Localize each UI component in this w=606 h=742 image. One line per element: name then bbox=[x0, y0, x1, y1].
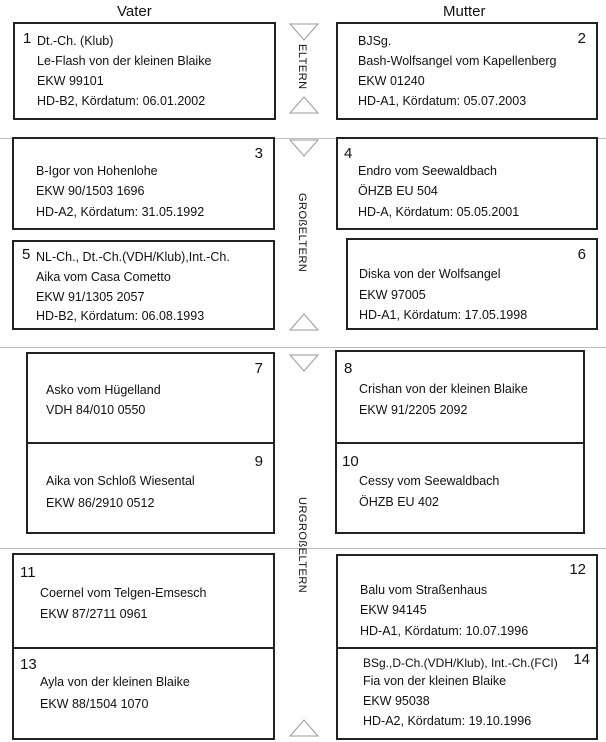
triangle-up-icon bbox=[289, 96, 319, 114]
card-number: 4 bbox=[344, 145, 353, 162]
triangle-up-icon bbox=[289, 313, 319, 331]
card-number: 1 bbox=[23, 30, 32, 47]
pedigree-card-3 bbox=[12, 137, 275, 230]
card-line: EKW 95038 bbox=[363, 694, 430, 708]
card-line: EKW 94145 bbox=[360, 603, 427, 617]
pedigree-card-1 bbox=[13, 22, 276, 120]
father-column-header: Vater bbox=[117, 3, 152, 20]
pedigree-card-6 bbox=[346, 238, 598, 330]
card-line: ÖHZB EU 402 bbox=[359, 495, 439, 509]
card-line: BSg.,D-Ch.(VDH/Klub), Int.-Ch.(FCI) bbox=[363, 656, 558, 670]
pedigree-card-10 bbox=[335, 442, 585, 534]
pedigree-card-8 bbox=[335, 350, 585, 444]
card-line: Endro vom Seewaldbach bbox=[358, 164, 497, 178]
card-line: EKW 91/2205 2092 bbox=[359, 403, 468, 417]
pedigree-card-7 bbox=[26, 352, 275, 444]
card-line: HD-B2, Kördatum: 06.01.2002 bbox=[37, 94, 206, 108]
triangle-up-icon bbox=[289, 719, 319, 737]
pedigree-card-9 bbox=[26, 442, 275, 534]
card-number: 10 bbox=[342, 453, 359, 470]
grandparents-label: GROßELTERN bbox=[296, 193, 308, 273]
card-line: Balu vom Straßenhaus bbox=[360, 583, 488, 597]
card-number: 2 bbox=[577, 30, 586, 47]
card-line: B-Igor von Hohenlohe bbox=[36, 164, 158, 178]
card-number: 9 bbox=[254, 453, 263, 470]
card-line: Bash-Wolfsangel vom Kapellenberg bbox=[358, 54, 557, 68]
card-line: EKW 88/1504 1070 bbox=[40, 697, 149, 711]
card-line: Crishan von der kleinen Blaike bbox=[359, 382, 528, 396]
card-number: 12 bbox=[569, 561, 586, 578]
card-line: NL-Ch., Dt.-Ch.(VDH/Klub),Int.-Ch. bbox=[36, 250, 230, 264]
card-line: Dt.-Ch. (Klub) bbox=[37, 34, 114, 48]
triangle-down-icon bbox=[289, 139, 319, 157]
pedigree-card-12 bbox=[336, 554, 598, 649]
card-line: ÖHZB EU 504 bbox=[358, 184, 438, 198]
card-line: Cessy vom Seewaldbach bbox=[359, 474, 500, 488]
card-line: HD-A2, Kördatum: 19.10.1996 bbox=[363, 714, 532, 728]
pedigree-card-4 bbox=[336, 137, 598, 230]
parents-label: ELTERN bbox=[296, 44, 308, 90]
card-number: 6 bbox=[577, 246, 586, 263]
card-line: EKW 91/1305 2057 bbox=[36, 290, 145, 304]
card-line: Aika von Schloß Wiesental bbox=[46, 474, 195, 488]
pedigree-card-2 bbox=[336, 22, 598, 120]
card-line: Ayla von der kleinen Blaike bbox=[40, 675, 190, 689]
pedigree-card-11 bbox=[12, 553, 275, 649]
card-line: HD-B2, Kördatum: 06.08.1993 bbox=[36, 309, 205, 323]
card-line: Fia von der kleinen Blaike bbox=[363, 674, 507, 688]
card-line: HD-A, Kördatum: 05.05.2001 bbox=[358, 205, 520, 219]
card-line: BJSg. bbox=[358, 34, 392, 48]
card-line: EKW 86/2910 0512 bbox=[46, 496, 155, 510]
card-number: 14 bbox=[573, 651, 590, 668]
section-divider bbox=[0, 347, 606, 348]
pedigree-card-13 bbox=[12, 647, 275, 740]
triangle-down-icon bbox=[289, 23, 319, 41]
pedigree-card-14 bbox=[336, 647, 598, 740]
card-line: VDH 84/010 0550 bbox=[46, 403, 146, 417]
greatgrandparents-label: URGROßELTERN bbox=[296, 497, 308, 594]
card-line: EKW 97005 bbox=[359, 288, 426, 302]
card-line: HD-A1, Kördatum: 05.07.2003 bbox=[358, 94, 527, 108]
card-line: Le-Flash von der kleinen Blaike bbox=[37, 54, 212, 68]
card-line: HD-A1, Kördatum: 10.07.1996 bbox=[360, 624, 529, 638]
triangle-down-icon bbox=[289, 354, 319, 372]
card-line: EKW 90/1503 1696 bbox=[36, 184, 145, 198]
card-number: 11 bbox=[20, 564, 36, 581]
card-line: EKW 99101 bbox=[37, 74, 104, 88]
mother-column-header: Mutter bbox=[443, 3, 486, 20]
card-line: Asko vom Hügelland bbox=[46, 383, 161, 397]
card-number: 3 bbox=[254, 145, 263, 162]
card-line: EKW 87/2711 0961 bbox=[40, 607, 148, 621]
card-line: EKW 01240 bbox=[358, 74, 425, 88]
card-line: HD-A2, Kördatum: 31.05.1992 bbox=[36, 205, 205, 219]
card-number: 5 bbox=[22, 246, 31, 263]
card-line: Coernel vom Telgen-Emsesch bbox=[40, 586, 207, 600]
card-line: Aika vom Casa Cometto bbox=[36, 270, 171, 284]
card-number: 13 bbox=[20, 656, 37, 673]
card-line: Diska von der Wolfsangel bbox=[359, 267, 501, 281]
card-number: 7 bbox=[254, 360, 263, 377]
pedigree-card-5 bbox=[12, 240, 275, 330]
card-line: HD-A1, Kördatum: 17.05.1998 bbox=[359, 308, 528, 322]
card-number: 8 bbox=[344, 360, 353, 377]
